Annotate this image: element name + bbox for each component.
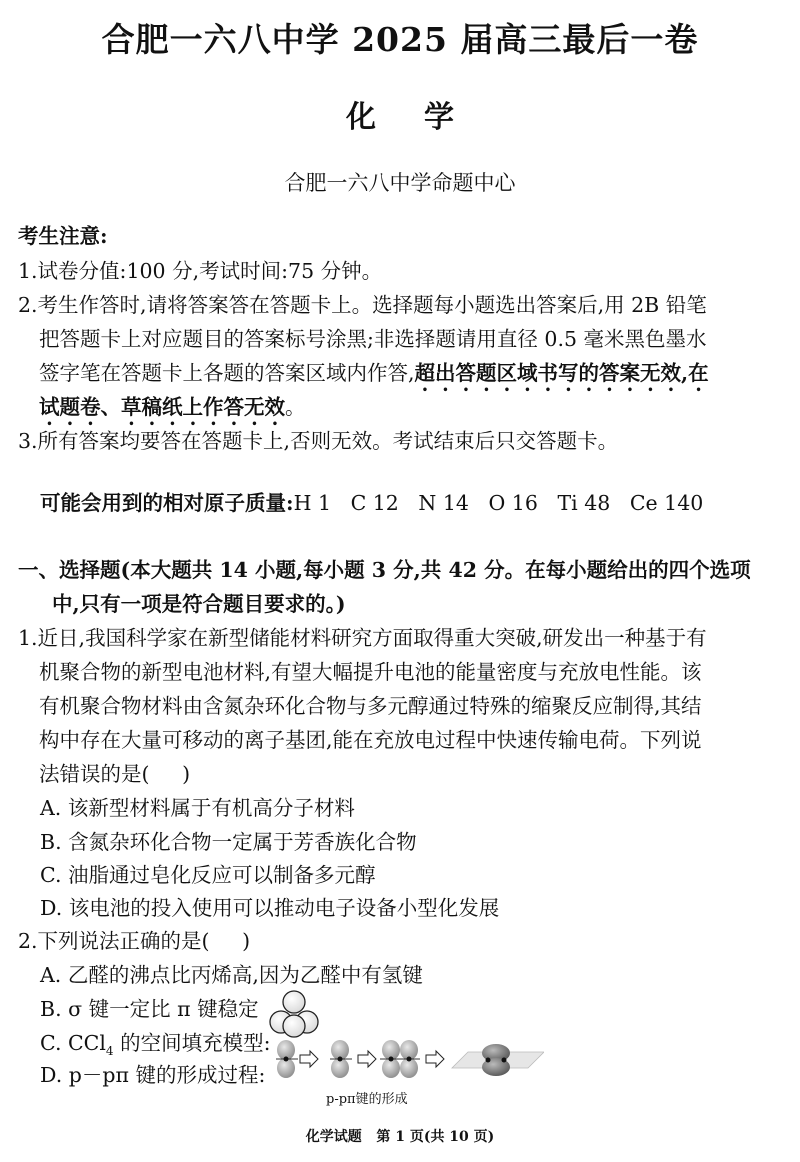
page-footer: 化学试题 第 1 页(共 10 页) [305,1129,495,1145]
q1-option-a: A. 该新型材料属于有机高分子材料 [40,796,355,820]
ccl4-space-filling-model [268,988,320,1040]
notice-item-2-line-3-plain: 签字笔在答题卡上各题的答案区域内作答, [39,361,415,385]
subject-title: 化学 [346,100,502,135]
notice-item-2-line-2: 把答题卡上对应题目的答案标号涂黑;非选择题请用直径 0.5 毫米黑色墨水 [39,327,707,351]
arrow-icon [358,1051,376,1067]
q2-option-b: B. σ 键一定比 π 键稳定 [40,997,259,1021]
q2-option-a: A. 乙醛的沸点比丙烯高,因为乙醛中有氢键 [40,963,423,987]
q2-option-c-prefix: C. CCl [40,1031,106,1055]
atomic-mass-label: 可能会用到的相对原子质量: [40,491,294,515]
q2-option-c-suffix: 的空间填充模型: [113,1031,271,1055]
issuer-line: 合肥一六八中学命题中心 [284,171,516,195]
pp-pi-bond-formation-figure [274,1038,544,1080]
q1-stem-line-5: 法错误的是( ) [39,762,191,786]
q1-option-b: B. 含氮杂环化合物一定属于芳香族化合物 [40,830,417,854]
figure-caption: p-pπ键的形成 [326,1092,408,1107]
q2-stem: 2.下列说法正确的是( ) [18,929,251,953]
q2-option-c-subscript: 4 [105,1044,114,1059]
atomic-mass-values: H 1 C 12 N 14 O 16 Ti 48 Ce 140 [293,491,704,515]
q2-option-d: D. p－pπ 键的形成过程: [40,1063,266,1087]
notice-item-1: 1.试卷分值:100 分,考试时间:75 分钟。 [18,259,383,283]
exam-title: 合肥一六八中学 2025 届高三最后一卷 [101,20,699,59]
notice-emphasis-1: 超出答题区域书写的答案无效,在 [414,361,709,385]
notice-item-2-line-4 [39,393,306,430]
notice-heading: 考生注意: [18,224,108,248]
atomic-mass-line [40,489,703,517]
notice-item-2-line-1: 2.考生作答时,请将答案答在答题卡上。选择题每小题选出答案后,用 2B 铅笔 [18,293,707,317]
p-orbital-pair-approaching [380,1040,420,1078]
section-1-heading-line-2: 中,只有一项是符合题目要求的。) [52,592,346,616]
notice-item-2-line-4-end: 。 [285,395,306,419]
q1-stem-line-2: 机聚合物的新型电池材料,有望大幅提升电池的能量密度与充放电性能。该 [39,660,702,684]
q1-option-c: C. 油脂通过皂化反应可以制备多元醇 [40,863,376,887]
arrow-icon [426,1051,444,1067]
q1-stem-line-4: 构中存在大量可移动的离子基团,能在充放电过程中快速传输电荷。下列说 [39,728,702,752]
q2-option-c [40,1029,271,1065]
q1-stem-line-3: 有机聚合物材料由含氮杂环化合物与多元醇通过特殊的缩聚反应制得,其结 [39,694,702,718]
notice-item-3: 3.所有答案均要答在答题卡上,否则无效。考试结束后只交答题卡。 [18,429,619,453]
p-orbital-pair-separated [276,1040,298,1078]
section-1-heading-line-1: 一、选择题(本大题共 14 小题,每小题 3 分,共 42 分。在每小题给出的四个选项 [18,558,751,582]
notice-emphasis-2: 试题卷、草稿纸上作答无效 [39,395,285,419]
arrow-icon [300,1051,318,1067]
q1-option-d: D. 该电池的投入使用可以推动电子设备小型化发展 [40,896,500,920]
notice-item-2-line-3 [39,359,709,396]
q1-stem-line-1: 1.近日,我国科学家在新型储能材料研究方面取得重大突破,研发出一种基于有 [18,626,707,650]
pi-bond-formed [452,1044,544,1076]
